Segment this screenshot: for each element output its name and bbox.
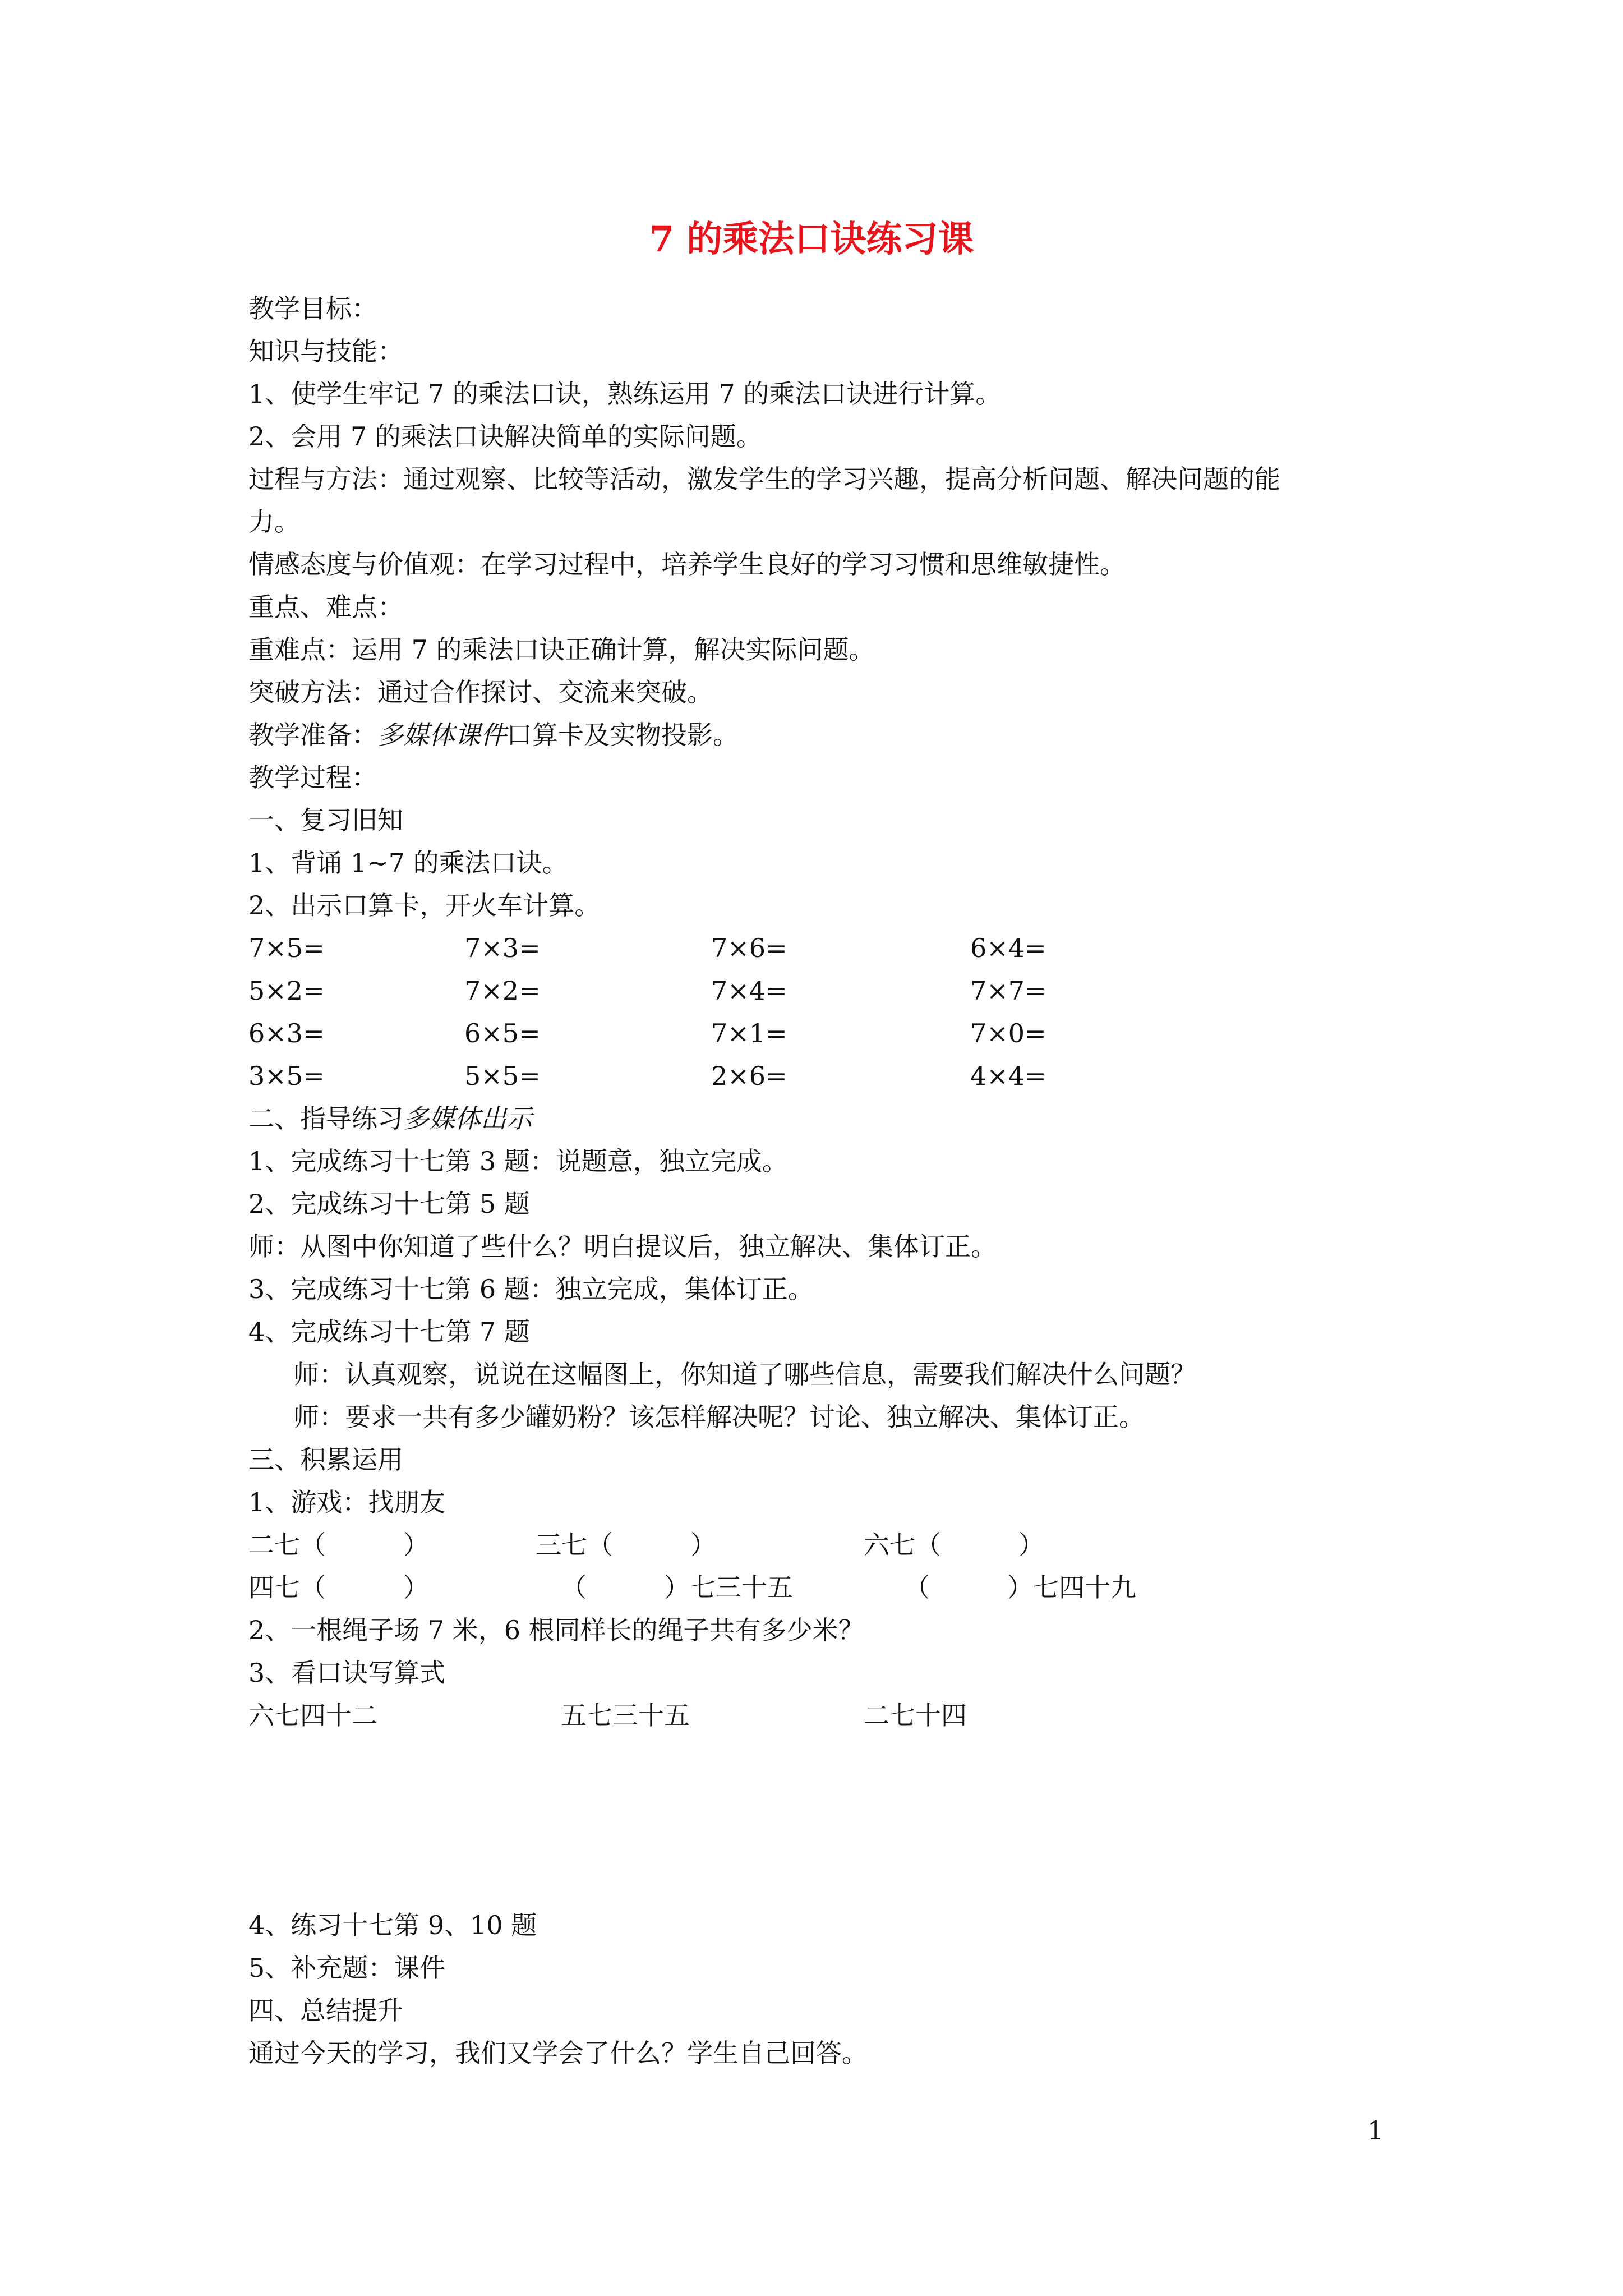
game-item: 三七（ ） — [536, 1530, 716, 1560]
game-item: （ ）七三十五 — [561, 1572, 793, 1603]
text-line: 过程与方法：通过观察、比较等活动，激发学生的学习兴趣，提高分析问题、解决问题的能 — [248, 464, 1280, 494]
grid-cell: 7×5= — [248, 933, 325, 963]
grid-cell: 5×5= — [464, 1061, 541, 1091]
text-line: 5、补充题：课件 — [248, 1953, 446, 1983]
text-line: 重难点：运用 7 的乘法口诀正确计算，解决实际问题。 — [248, 634, 875, 665]
text-line: 重点、难点： — [248, 592, 403, 622]
grid-cell: 4×4= — [970, 1061, 1046, 1091]
formula-item: 六七四十二 — [248, 1700, 377, 1731]
text-line: 通过今天的学习，我们又学会了什么？学生自己回答。 — [248, 2038, 868, 2068]
text-span: 教学准备： — [248, 720, 377, 750]
grid-cell: 7×3= — [464, 933, 541, 963]
text-line: 1、使学生牢记 7 的乘法口诀，熟练运用 7 的乘法口诀进行计算。 — [248, 379, 1002, 409]
text-span: 二、指导练习 — [248, 1103, 403, 1134]
section-heading: 一、复习旧知 — [248, 805, 403, 835]
text-line: 力。 — [248, 507, 300, 537]
grid-cell: 6×4= — [970, 933, 1046, 963]
formula-item: 二七十四 — [864, 1700, 967, 1731]
text-line: 2、一根绳子场 7 米，6 根同样长的绳子共有多少米？ — [248, 1615, 864, 1645]
grid-cell: 5×2= — [248, 976, 325, 1006]
grid-cell: 7×6= — [711, 933, 787, 963]
text-line: 4、练习十七第 9、10 题 — [248, 1910, 537, 1940]
text-line: 情感态度与价值观：在学习过程中，培养学生良好的学习习惯和思维敏捷性。 — [248, 549, 1126, 579]
text-line: 师：认真观察，说说在这幅图上，你知道了哪些信息，需要我们解决什么问题？ — [293, 1359, 1196, 1389]
grid-cell: 7×7= — [970, 976, 1046, 1006]
grid-cell: 6×3= — [248, 1018, 325, 1048]
grid-cell: 7×2= — [464, 976, 541, 1006]
section-heading: 三、积累运用 — [248, 1444, 403, 1475]
text-line: 2、会用 7 的乘法口诀解决简单的实际问题。 — [248, 421, 762, 452]
game-item: 四七（ ） — [248, 1572, 429, 1603]
grid-cell: 7×4= — [711, 976, 787, 1006]
text-line: 2、完成练习十七第 5 题 — [248, 1189, 530, 1219]
page-number: 1 — [1367, 2115, 1384, 2146]
game-item: 二七（ ） — [248, 1530, 429, 1560]
text-line: 教学目标： — [248, 293, 377, 324]
text-line: 4、完成练习十七第 7 题 — [248, 1317, 530, 1347]
grid-cell: 7×0= — [970, 1018, 1046, 1048]
grid-cell: 7×1= — [711, 1018, 787, 1048]
game-item: 六七（ ） — [864, 1530, 1044, 1560]
italic-span: 多媒体出示 — [403, 1103, 532, 1134]
text-line: 3、看口诀写算式 — [248, 1658, 446, 1688]
text-line — [248, 718, 739, 752]
page-title: 7 的乘法口诀练习课 — [649, 218, 974, 260]
grid-cell: 2×6= — [711, 1061, 787, 1091]
text-line: 突破方法：通过合作探讨、交流来突破。 — [248, 677, 713, 707]
grid-cell: 3×5= — [248, 1061, 325, 1091]
formula-item: 五七三十五 — [561, 1700, 690, 1731]
grid-cell: 6×5= — [464, 1018, 541, 1048]
italic-span: 多媒体课件 — [377, 720, 506, 750]
text-line: 师：要求一共有多少罐奶粉？该怎样解决呢？讨论、独立解决、集体订正。 — [293, 1402, 1145, 1432]
text-line: 1、背诵 1~7 的乘法口诀。 — [248, 848, 568, 878]
text-line: 1、完成练习十七第 3 题：说题意，独立完成。 — [248, 1146, 788, 1176]
text-span: 口算卡及实物投影。 — [506, 720, 739, 750]
text-line: 教学过程： — [248, 762, 377, 793]
text-line: 3、完成练习十七第 6 题：独立完成，集体订正。 — [248, 1274, 814, 1304]
section-heading — [248, 1102, 532, 1135]
section-heading: 四、总结提升 — [248, 1995, 403, 2026]
text-line: 师：从图中你知道了些什么？明白提议后，独立解决、集体订正。 — [248, 1231, 997, 1262]
text-line: 知识与技能： — [248, 336, 403, 366]
text-line: 2、出示口算卡，开火车计算。 — [248, 890, 601, 921]
text-line: 1、游戏：找朋友 — [248, 1487, 446, 1517]
game-item: （ ）七四十九 — [904, 1572, 1136, 1603]
